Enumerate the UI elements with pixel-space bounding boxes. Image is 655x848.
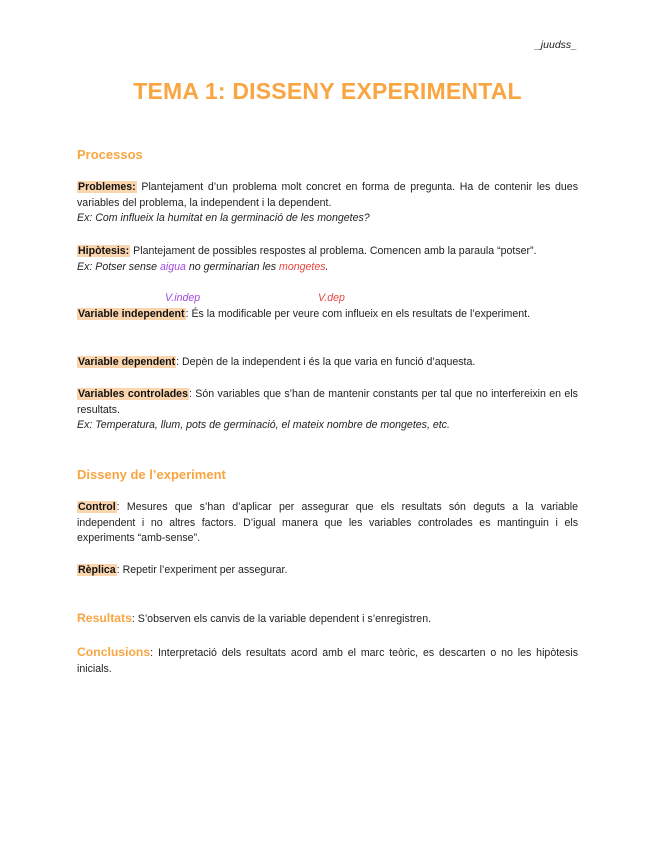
term-problemes: Problemes: (78, 181, 136, 193)
paragraph-control (77, 500, 578, 547)
term-control: Control (78, 501, 116, 513)
resultats-text: : S’observen els canvis de la variable dependent i s’enregistren. (131, 613, 432, 625)
label-v-dep: V.dep (318, 292, 345, 304)
paragraph-resultats (77, 611, 578, 628)
paragraph-conclusions (77, 645, 578, 677)
hipotesis-text: Plantejament de possibles respostes al problema. Comencen amb la paraula “potser”. (130, 245, 537, 257)
paragraph-problemes (77, 180, 578, 227)
page-title: TEMA 1: DISSENY EXPERIMENTAL (133, 78, 522, 104)
conclusions-text: : Interpretació dels resultats acord amb el marc teòric, es descarten o no les hipòtesis inicials. (77, 647, 578, 675)
variable-independent-text: : És la modificable per veure com influeix en els resultats de l’experiment. (185, 308, 531, 320)
variable-dependent-text: : Depèn de la independent i és la que varia en funció d’aquesta. (176, 356, 476, 368)
term-resultats: Resultats (77, 611, 132, 625)
author-signature: _juudss_ (534, 39, 577, 51)
hipotesis-example-mid: no germinarian les (185, 260, 279, 273)
variables-controlades-example: Ex: Temperatura, llum, pots de germinació, el mateix nombre de mongetes, etc. (77, 419, 450, 432)
term-variables-controlades: Variables controlades (78, 388, 188, 400)
replica-text: : Repetir l’experiment per assegurar. (116, 564, 288, 576)
hipotesis-example-pre: Ex: Potser sense (77, 260, 161, 273)
term-variable-dependent: Variable dependent (78, 356, 176, 368)
hipotesis-example-post: . (325, 260, 329, 273)
hipotesis-example (77, 260, 578, 276)
label-v-indep: V.indep (165, 292, 201, 304)
paragraph-hipotesis (77, 244, 578, 275)
term-variable-independent: Variable independent (78, 308, 185, 320)
section-heading-disseny: Disseny de l’experiment (77, 467, 226, 482)
term-hipotesis: Hipòtesis: (78, 245, 130, 257)
paragraph-variables-controlades (77, 387, 578, 434)
term-conclusions: Conclusions (77, 645, 151, 659)
problemes-example: Ex: Com influeix la humitat en la germinació de les mongetes? (77, 212, 370, 225)
hipotesis-word-mongetes: mongetes (279, 260, 326, 273)
paragraph-variable-independent (77, 307, 578, 323)
paragraph-replica (77, 563, 578, 579)
control-text: : Mesures que s’han d’aplicar per assegurar que els resultats són deguts a la variable independent i no altres factors. D’igual manera que les variables controlades es mantinguin i els experiments “amb-sense”. (77, 501, 578, 545)
hipotesis-word-aigua: aigua (160, 260, 186, 273)
section-heading-processos: Processos (77, 147, 143, 162)
variables-controlades-text: : Són variables que s’han de mantenir constants per tal que no interfereixin en els resultats. (77, 388, 578, 416)
paragraph-variable-dependent (77, 355, 578, 371)
term-replica: Rèplica (78, 564, 116, 576)
problemes-text: Plantejament d’un problema molt concret en forma de pregunta. Ha de contenir les dues variables del problema, la independent i la dependent. (77, 181, 578, 209)
